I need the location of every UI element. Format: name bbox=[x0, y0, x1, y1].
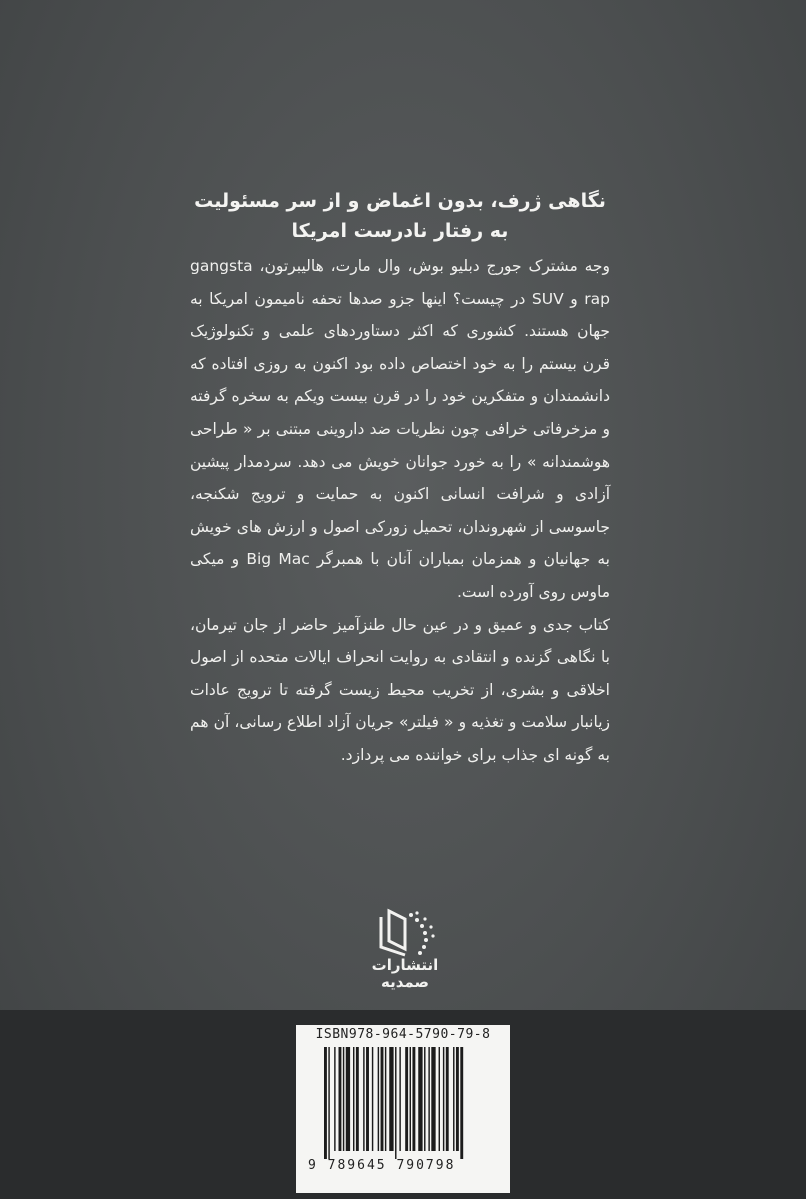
publisher-logo-icon bbox=[365, 905, 445, 957]
blurb bbox=[190, 250, 610, 772]
barcode-label bbox=[296, 1025, 510, 1193]
barcode-icon bbox=[324, 1047, 502, 1159]
publisher-name-line-1: انتشارات bbox=[371, 956, 439, 974]
isbn-text: ISBN978-964-5790-79-8 bbox=[315, 1027, 491, 1042]
title-line-2: به رفتار نادرست امریکا bbox=[291, 220, 509, 242]
title-line-1: نگاهی ژرف، بدون اغماض و از سر مسئولیت bbox=[194, 190, 606, 212]
publisher-block bbox=[345, 905, 465, 991]
blurb-paragraph-1: وجه مشترک جورج دبلیو بوش، وال مارت، هالیبرتون، gangsta rap و SUV در چیست؟ اینها جزو صدها تحفه نامیمون امریکا به جهان هستند. کشوری که اکثر دستاوردهای علمی و تکنولوژیک قرن بیستم را به خود اختصاص داده بود اکنون به روزی افتاده که دانشمندان و متفکرین خود را در قرن بیست ویکم به سخره گرفته و مزخرفاتی خرافی چون نظریات ضد داروینی مبتنی بر « طراحی هوشمندانه » را به خورد جوانان خویش می دهد. سردمدار پیشین آزادی و شرافت انسانی اکنون به حمایت و ترویج شکنجه، جاسوسی از شهروندان، تحمیل زورکی اصول و ارزش های خویش به جهانیان و همزمان بمباران آنان با همبرگر Big Mac و میکی ماوس روی آورده است. bbox=[190, 257, 610, 601]
cover-title bbox=[160, 186, 640, 246]
blurb-paragraph-2: کتاب جدی و عمیق و در عین حال طنزآمیز حاضر از جان تیرمان، با نگاهی گزنده و انتقادی به روایت انحراف ایالات متحده از اصول اخلاقی و بشری، از تخریب محیط زیست گرفته تا ترویج عادات زیانبار سلامت و تغذیه و « فیلتر» جریان آزاد اطلاع رسانی، آن هم به گونه ای جذاب برای خواننده می پردازد. bbox=[190, 615, 610, 764]
barcode-digits: 9 789645 790798 bbox=[308, 1158, 456, 1173]
publisher-name-line-2: صمدیه bbox=[381, 973, 429, 991]
